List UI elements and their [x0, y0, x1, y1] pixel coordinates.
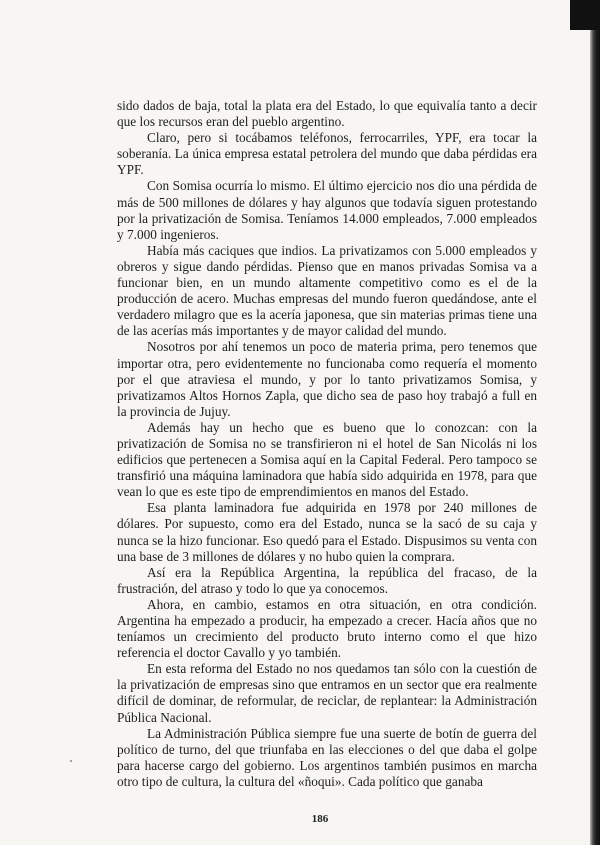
paragraph-8: Así era la República Argentina, la república del fracaso, de la frustración, del atraso y todo lo que ya conocemos. — [117, 564, 537, 596]
paragraph-10: En esta reforma del Estado no nos quedamos tan sólo con la cuestión de la privatización de empresas sino que entramos en un sector que era realmente difícil de dominar, de reformular, de reciclar, de replantear: la Administración Pública Nacional. — [117, 661, 537, 725]
body-text — [117, 98, 537, 790]
paragraph-2: Claro, pero si tocábamos teléfonos, ferrocarriles, YPF, era tocar la soberanía. La única empresa estatal petrolera del mundo que daba pérdidas era YPF. — [117, 130, 537, 178]
paragraph-5: Nosotros por ahí tenemos un poco de materia prima, pero tenemos que importar otra, pero evidentemente no funcionaba como requería el momento por el que atraviesa el mundo, y por lo tanto privatizamos Somisa, y privatizamos Altos Hornos Zapla, que dicho sea de paso hoy trabajó a full en la provincia de Jujuy. — [117, 339, 537, 419]
scan-border-corner — [570, 0, 600, 30]
paragraph-11: La Administración Pública siempre fue una suerte de botín de guerra del político de turno, del que triunfaba en las elecciones o del que daba el golpe para hacerse cargo del gobierno. Los argentinos también pusimos en marcha otro tipo de cultura, la cultura del «ñoqui». Cada político que ganaba — [117, 725, 537, 789]
page-number: 186 — [311, 813, 329, 825]
paragraph-9: Ahora, en cambio, estamos en otra situación, en otra condición. Argentina ha empezado a producir, ha empezado a crecer. Hacía años que no teníamos un crecimiento del producto bruto interno como el que hizo referencia el doctor Cavallo y yo también. — [117, 596, 537, 661]
scan-border-right — [590, 0, 600, 845]
paragraph-6: Además hay un hecho que es bueno que lo conozcan: con la privatización de Somisa no se transfirieron ni el hotel de San Nicolás ni los edificios que pertenecen a Somisa aquí en la Capital Federal. Pero tampoco se transfirió una máquina laminadora que había sido adquirida en 1978, para que vean lo que es este tipo de emprendimientos en manos del Estado. — [117, 419, 537, 500]
paragraph-3: Con Somisa ocurría lo mismo. El último ejercicio nos dio una pérdida de más de 500 millones de dólares y hay algunos que todavía siguen protestando por la privatización de Somisa. Teníamos 14.000 empleados, 7.000 empleados y 7.000 ingenieros. — [117, 178, 537, 242]
scan-speck — [70, 760, 72, 762]
paragraph-1: sido dados de baja, total la plata era del Estado, lo que equivalía tanto a decir que los recursos eran del pueblo argentino. — [117, 98, 537, 130]
paragraph-4: Había más caciques que indios. La privatizamos con 5.000 empleados y obreros y sigue dando pérdidas. Pienso que en manos privadas Somisa va a funcionar bien, en un mundo altamente competitivo como es el de la producción de acero. Muchas empresas del mundo fueron quedándose, ante el verdadero milagro que es la acería japonesa, que sin materias primas tiene una de las acerías más importantes y de mayor calidad del mundo. — [117, 242, 537, 339]
paragraph-7: Esa planta laminadora fue adquirida en 1978 por 240 millones de dólares. Por supuesto, como era del Estado, nunca se la sacó de su caja y nunca se la hizo funcionar. Eso quedó para el Estado. Dispusimos su venta con una base de 3 millones de dólares y no hubo quien la comprara. — [117, 500, 537, 564]
